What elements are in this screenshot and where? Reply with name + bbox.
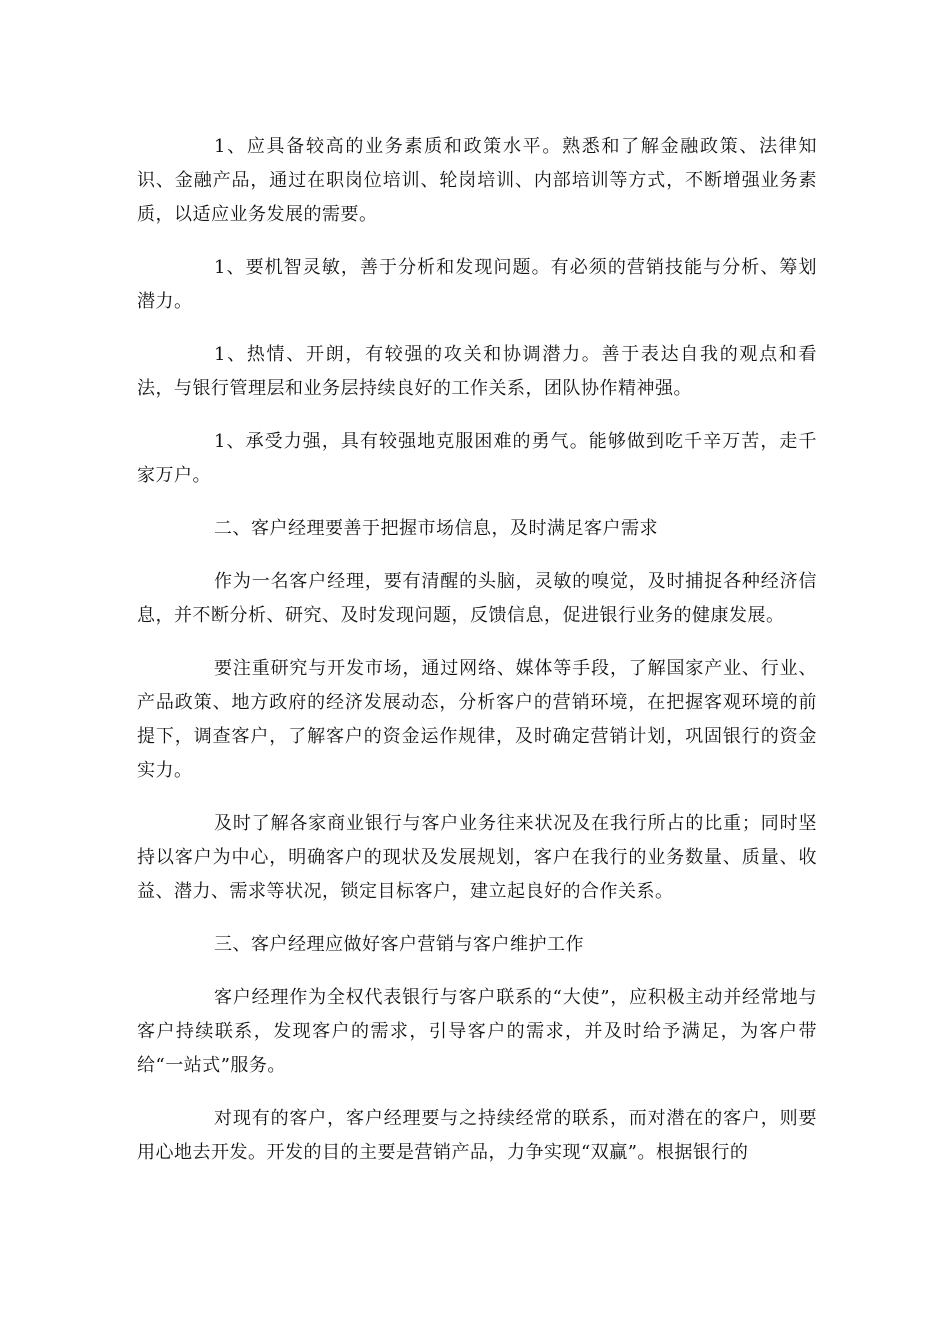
paragraph-analysis-skill: 1、要机智灵敏，善于分析和发现问题。有必须的营销技能与分析、筹划潜力。 (137, 257, 817, 312)
document-body (137, 130, 817, 1189)
paragraph-bank-comparison: 及时了解各家商业银行与客户业务往来状况及在我行所占的比重；同时坚持以客户为中心，明确客户的现状及发展规划，客户在我行的业务数量、质量、收益、潜力、需求等状况，锁定目标客户，建立起良好的合作关系。 (137, 813, 817, 902)
paragraph-clear-mind: 作为一名客户经理，要有清醒的头脑，灵敏的嗅觉，及时捕捉各种经济信息，并不断分析、研究、及时发现问题，反馈信息，促进银行业务的健康发展。 (137, 571, 817, 626)
section-heading-market-info: 二、客户经理要善于把握市场信息，及时满足客户需求 (214, 518, 658, 539)
paragraph-market-research: 要注重研究与开发市场，通过网络、媒体等手段，了解国家产业、行业、产品政策、地方政府的经济发展动态，分析客户的营销环境，在把握客观环境的前提下，调查客户，了解客户的资金运作规律，及时确定营销计划，巩固银行的资金实力。 (137, 658, 817, 781)
paragraph-endurance: 1、承受力强，具有较强地克服困难的勇气。能够做到吃千辛万苦，走千家万户。 (137, 431, 817, 486)
paragraph-communication: 1、热情、开朗，有较强的攻关和协调潜力。善于表达自我的观点和看法，与银行管理层和业务层持续良好的工作关系，团队协作精神强。 (137, 344, 817, 399)
paragraph-existing-customers: 对现有的客户，客户经理要与之持续经常的联系，而对潜在的客户，则要用心地去开发。开发的目的主要是营销产品，力争实现“双赢”。根据银行的 (137, 1108, 817, 1163)
paragraph-ambassador: 客户经理作为全权代表银行与客户联系的“大使”，应积极主动并经常地与客户持续联系，发现客户的需求，引导客户的需求，并及时给予满足，为客户带给“一站式”服务。 (137, 987, 817, 1076)
paragraph-quality-requirement: 1、应具备较高的业务素质和政策水平。熟悉和了解金融政策、法律知识、金融产品，通过在职岗位培训、轮岗培训、内部培训等方式，不断增强业务素质，以适应业务发展的需要。 (137, 136, 817, 225)
section-heading-customer-marketing: 三、客户经理应做好客户营销与客户维护工作 (214, 934, 584, 955)
